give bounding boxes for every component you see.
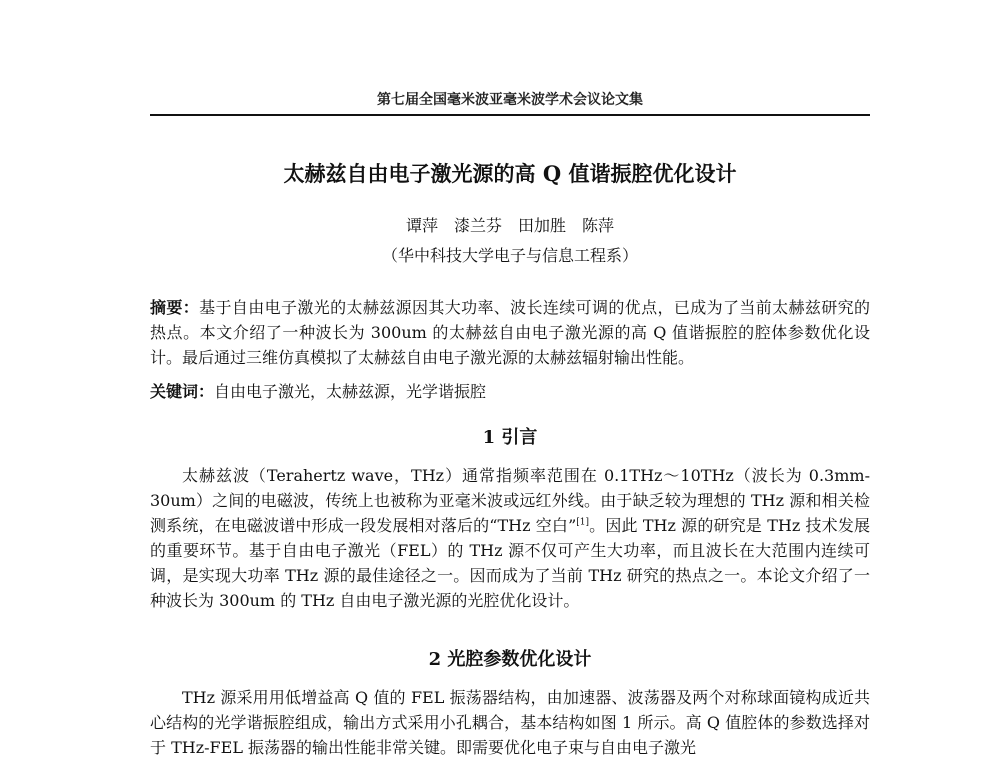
running-title: 第七届全国毫米波亚毫米波学术会议论文集 bbox=[377, 92, 643, 108]
abstract bbox=[150, 295, 870, 370]
section-heading-introduction: 1 引言 bbox=[482, 427, 538, 448]
keywords-text: 自由电子激光，太赫兹源，光学谐振腔 bbox=[214, 382, 487, 401]
introduction-paragraph bbox=[150, 463, 870, 613]
header-rule bbox=[150, 114, 870, 116]
keywords bbox=[150, 379, 870, 404]
cavity-design-paragraph: THz 源采用用低增益高 Q 值的 FEL 振荡器结构，由加速器、波荡器及两个对称球面镜构成近共心结构的光学谐振腔组成，输出方式采用小孔耦合，基本结构如图 1 所示。高 Q 值腔体的参数选择对于 THz-FEL 振荡器的输出性能非常关键。即需要优化电子束与自由电子激光 bbox=[150, 688, 870, 757]
abstract-label: 摘要： bbox=[150, 298, 200, 317]
introduction-text-part2: 。因此 THz 源的研究是 THz 技术发展的重要环节。基于自由电子激光（FEL）的 THz 源不仅可产生大功率，而且波长在大范围内连续可调，是实现大功率 THz 源的最佳途径之一。因而成为了当前 THz 研究的热点之一。本论文介绍了一种波长为 300um 的 THz 自由电子激光源的光腔优化设计。 bbox=[150, 516, 870, 610]
paper-title: 太赫兹自由电子激光源的高 Q 值谐振腔优化设计 bbox=[283, 161, 737, 186]
section-heading-cavity-design: 2 光腔参数优化设计 bbox=[428, 649, 592, 670]
paper-authors: 谭萍 漆兰芬 田加胜 陈萍 bbox=[405, 216, 614, 235]
introduction-text-part1: 太赫兹波（Terahertz wave，THz）通常指频率范围在 0.1THz～10THz（波长为 0.3mm-30um）之间的电磁波，传统上也被称为亚毫米波或远红外线。由于缺乏较为理想的 THz 源和相关检测系统，在电磁波谱中形成一段发展相对落后的“THz 空白” bbox=[150, 466, 870, 535]
paper-affiliation: （华中科技大学电子与信息工程系） bbox=[381, 246, 638, 265]
abstract-text: 基于自由电子激光的太赫兹源因其大功率、波长连续可调的优点，已成为了当前太赫兹研究的热点。本文介绍了一种波长为 300um 的太赫兹自由电子激光源的高 Q 值谐振腔的腔体参数优化设计。最后通过三维仿真模拟了太赫兹自由电子激光源的太赫兹辐射输出性能。 bbox=[150, 298, 870, 367]
citation-ref: [1] bbox=[576, 517, 590, 528]
keywords-label: 关键词： bbox=[150, 382, 215, 401]
